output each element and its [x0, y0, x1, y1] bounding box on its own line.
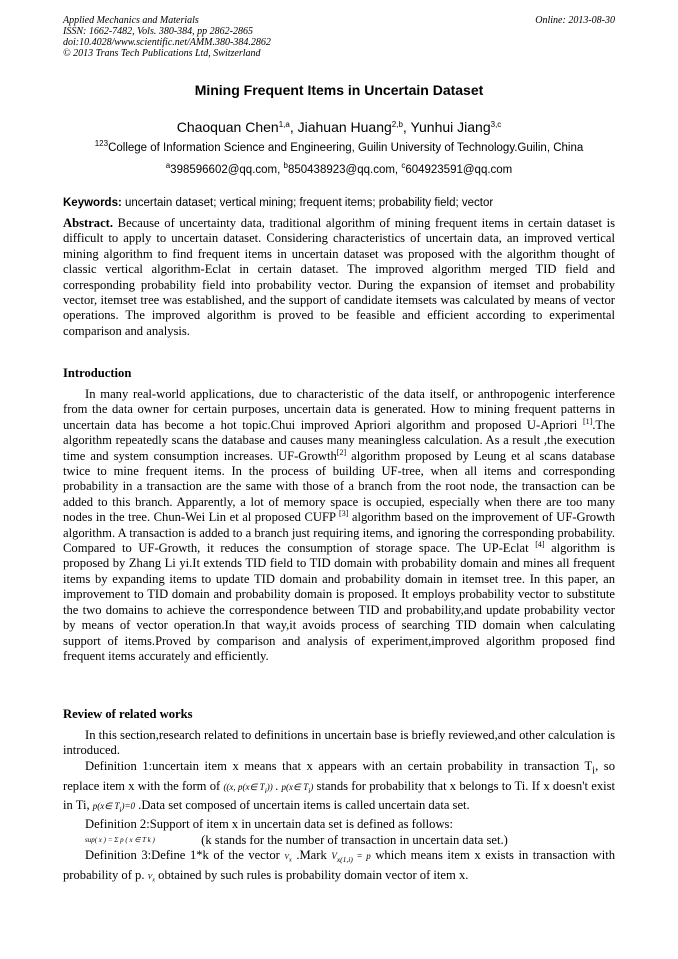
definition-text: .Data set composed of uncertain items is called uncertain data set.	[135, 797, 470, 812]
formula-text: )	[310, 781, 314, 792]
affiliation	[0, 139, 678, 154]
abstract	[63, 216, 615, 339]
citation-ref[interactable]: [1]	[582, 416, 593, 426]
intro-text: algorithm based on the improvement of UF-Growth algorithm. A transaction is added to a branch just requiring items, and ignoring the corresponding probability. Compared to UF-Growth, it reduces the consumption of storage space. The UP-Eclat	[63, 510, 615, 556]
definition-text: obtained by such rules is probability domain vector of item x.	[155, 868, 469, 883]
formula-vector	[284, 852, 292, 864]
email-sup: a	[165, 161, 171, 170]
review-paragraph: In this section,research related to definitions in uncertain base is briefly reviewed,and other calculation is introduced.	[63, 728, 615, 758]
author-list: Chaoquan Chen$^{1,a}$, Jiahuan Huang$^{2,b}$, Yunhui Jiang$^{3,c}$	[176, 119, 502, 135]
definition-1	[63, 759, 615, 817]
subscript: i	[592, 765, 596, 777]
email-address[interactable]: 398596602@qq.com,	[170, 164, 284, 176]
formula-probability	[281, 781, 314, 795]
definition-3	[63, 848, 615, 888]
intro-text: algorithm proposed by Leung et al scans database twice to mine frequent items. In the process of building UF-tree, when all items and corresponding probability in a transaction are the same with those of a branch from the root node, the transaction can be added to this branch. Apparently, a lot of memory space is occupied, especially when there are too many nodes in the tree. Chun-Wei Lin et al proposed CUFP	[63, 448, 615, 525]
author-name: Yunhui Jiang	[410, 119, 491, 135]
paper-title: Mining Frequent Items in Uncertain Dataset	[194, 82, 484, 98]
intro-text: .The algorithm repeatedly scans the database and causes many meaningless calculation. As a result ,the execution time and system consumption increases. UF-Growth	[63, 417, 615, 463]
subscript: i	[119, 804, 122, 814]
formula-text: V	[147, 872, 153, 882]
citation-ref[interactable]: [4]	[535, 540, 545, 550]
intro-text: algorithm is proposed by Zhang Li yi.It extends TID field to TID domain with probability domain and mines all frequent items by expanding items to update TID domain and probability domain in itemset tree. In this paper, an improvement to TID domain and probability domain is proposed. It employs probability vector to substitute the two domains to achieve the correspondence between TID and probability,and update probability vector by means of vector operation.In that way,it avoids process of searching TID domain when calculating support of items.Proved by comparison and analysis of experiment,improved algorithm proposed find frequent items accurately and efficiently.	[63, 541, 615, 663]
definition-text: (k stands for the number of transaction in uncertain data set.)	[198, 832, 508, 847]
section-heading-review: Review of related works	[63, 707, 193, 721]
formula-text: p(x∈ T	[92, 800, 120, 811]
keywords-label: Keywords:	[63, 197, 122, 209]
copyright-line: © 2013 Trans Tech Publications Ltd, Switzerland	[63, 48, 261, 59]
author-name: Chaoquan Chen	[176, 119, 279, 135]
email-address[interactable]: 850438923@qq.com,	[287, 164, 402, 176]
journal-name: Applied Mechanics and Materials	[63, 15, 199, 26]
definition-2	[63, 817, 615, 848]
journal-header	[63, 15, 271, 59]
intro-text: In many real-world applications, due to characteristic of the data itself, or anthropogenic interference from the data owner for certain purposes, uncertain data is generated. How to mining frequent patterns in uncertain data has become a hot topic.Chui improved Apriori algorithm and proposed U-Apriori	[63, 387, 615, 432]
author-sup: 1,a	[278, 120, 290, 129]
citation-ref[interactable]: [3]	[339, 509, 349, 519]
definition-text: Definition 3:Define 1*k of the vector	[85, 848, 285, 863]
formula-pair	[223, 781, 276, 795]
subscript: i	[308, 785, 311, 795]
formula-support: sup( x ) = Σ p ( x ∈ T k )	[85, 835, 155, 844]
author-sup: 2,b	[391, 120, 403, 129]
formula-text: V	[331, 851, 337, 862]
email-address[interactable]: 604923591@qq.com	[405, 164, 513, 176]
issn-line: ISSN: 1662-7482, Vols. 380-384, pp 2862-2865	[63, 26, 253, 37]
affiliation-text: College of Information Science and Engineering, Guilin University of Technology.Guilin, China	[108, 142, 584, 154]
affiliation-sup: 123	[94, 139, 109, 148]
subscript: x	[152, 876, 156, 884]
definition-text: Definition 1:uncertain item x means that x appears with an certain probability in transaction T	[85, 758, 593, 773]
definition-text: .Mark	[291, 848, 332, 863]
abstract-text: Because of uncertainty data, traditional algorithm of mining frequent items in certain dataset is difficult to apply to uncertain dataset. Considering characteristics of uncertain data, an improved vertical mining algorithm to find frequent items in uncertain dataset was proposed with the algorithm thought of classic vertical algorithm-Eclat in certain dataset. The improved algorithm merged TID field and corresponding probability field into probability vector. During the expansion of itemset and probability vector, itemset tree was established, and the support of candidate itemsets was calculated by means of vector operations. The improved algorithm is proved to be feasible and efficient according to experimental comparison and analysis.	[63, 216, 615, 338]
subscript: i	[264, 785, 267, 795]
formula-text: ))	[266, 781, 276, 792]
review-section	[63, 728, 615, 888]
formula-vector	[147, 872, 156, 884]
doi-line[interactable]: doi:10.4028/www.scientific.net/AMM.380-384.2862	[63, 37, 271, 48]
email-list	[0, 161, 678, 176]
section-heading-introduction: Introduction	[63, 366, 132, 380]
introduction-paragraph	[63, 387, 615, 664]
definition-text: .	[275, 778, 282, 793]
formula-text: = p	[352, 851, 371, 862]
subscript: x(1,i)	[336, 855, 353, 865]
formula-mark	[331, 851, 371, 865]
online-date: Online: 2013-08-30	[535, 15, 615, 26]
formula-text: ((x, p(x∈ T	[223, 781, 265, 792]
formula-text: V	[284, 852, 289, 862]
keywords	[63, 197, 615, 209]
definition-text: stands for probability that x belongs to Ti. If x doesn't exist in Ti,	[63, 778, 616, 812]
keywords-text: uncertain dataset; vertical mining; frequent items; probability field; vector	[121, 197, 494, 209]
formula-text: )=0	[121, 800, 136, 811]
definition-text: , so replace item x with the form of	[63, 758, 615, 793]
email-sup: b	[283, 161, 288, 170]
definition-text: which means item x exists in transaction with probability of p.	[63, 848, 615, 883]
abstract-label: Abstract.	[63, 216, 114, 230]
formula-text: p(x∈ T	[281, 781, 309, 792]
formula-zero	[92, 800, 136, 814]
subscript: x	[289, 856, 292, 864]
email-sup: c	[401, 161, 406, 170]
author-name: Jiahuan Huang	[297, 119, 392, 135]
author-sup: 3,c	[490, 120, 502, 129]
definition-text: Definition 2:Support of item x in uncertain data set is defined as follows:	[85, 817, 453, 832]
citation-ref[interactable]: [2]	[336, 447, 347, 457]
